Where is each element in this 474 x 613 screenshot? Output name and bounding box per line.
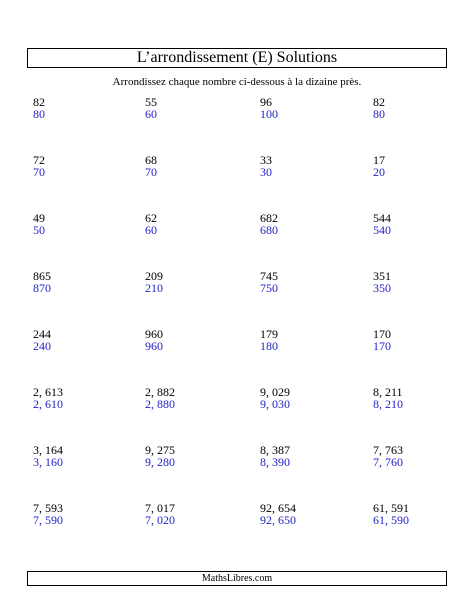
footer-box: [27, 571, 447, 586]
problem-item: [145, 502, 260, 560]
problem-answer: 30: [260, 165, 272, 179]
problem-number: 544: [373, 211, 391, 225]
problem-answer: 7, 760: [373, 455, 403, 469]
problem-number: 8, 387: [260, 443, 290, 457]
problem-number: 170: [373, 327, 391, 341]
problem-number: 82: [373, 95, 385, 109]
instructions: Arrondissez chaque nombre ci-dessous à la dizaine près.: [112, 76, 362, 88]
problem-number: 7, 593: [33, 501, 63, 515]
problem-answer: 92, 650: [260, 513, 296, 527]
problem-number: 55: [145, 95, 157, 109]
problem-answer: 70: [145, 165, 157, 179]
problem-number: 682: [260, 211, 278, 225]
problem-number: 92, 654: [260, 501, 296, 515]
problem-item: [373, 154, 433, 212]
problem-answer: 750: [260, 281, 278, 295]
problem-answer: 61, 590: [373, 513, 409, 527]
problem-answer: 3, 160: [33, 455, 63, 469]
problem-answer: 80: [373, 107, 385, 121]
problem-number: 960: [145, 327, 163, 341]
problem-answer: 960: [145, 339, 163, 353]
problem-number: 62: [145, 211, 157, 225]
problem-item: [373, 386, 433, 444]
problem-item: [145, 328, 260, 386]
problem-answer: 180: [260, 339, 278, 353]
problem-answer: 210: [145, 281, 163, 295]
problem-item: [33, 212, 145, 270]
problem-item: [145, 212, 260, 270]
problem-item: [373, 96, 433, 154]
problem-answer: 170: [373, 339, 391, 353]
problem-item: [145, 154, 260, 212]
problem-item: [260, 212, 373, 270]
problem-item: [373, 444, 433, 502]
problem-number: 61, 591: [373, 501, 409, 515]
problem-number: 2, 613: [33, 385, 63, 399]
problem-number: 2, 882: [145, 385, 175, 399]
problem-number: 865: [33, 269, 51, 283]
problem-answer: 870: [33, 281, 51, 295]
problem-number: 351: [373, 269, 391, 283]
problem-number: 7, 017: [145, 501, 175, 515]
problem-number: 72: [33, 153, 45, 167]
problem-item: [260, 154, 373, 212]
problem-item: [145, 270, 260, 328]
problem-item: [373, 328, 433, 386]
problem-number: 49: [33, 211, 45, 225]
problem-item: [260, 96, 373, 154]
problem-number: 209: [145, 269, 163, 283]
problem-answer: 80: [33, 107, 45, 121]
problem-item: [145, 444, 260, 502]
problem-answer: 100: [260, 107, 278, 121]
problem-answer: 60: [145, 223, 157, 237]
problem-answer: 70: [33, 165, 45, 179]
problem-number: 179: [260, 327, 278, 341]
problem-item: [33, 386, 145, 444]
problem-answer: 8, 390: [260, 455, 290, 469]
problem-number: 33: [260, 153, 272, 167]
problem-item: [33, 444, 145, 502]
problem-number: 7, 763: [373, 443, 403, 457]
problem-item: [145, 386, 260, 444]
problem-answer: 540: [373, 223, 391, 237]
problem-item: [260, 328, 373, 386]
footer-text: MathsLibres.com: [201, 572, 273, 584]
problem-answer: 50: [33, 223, 45, 237]
problem-answer: 8, 210: [373, 397, 403, 411]
problem-number: 17: [373, 153, 385, 167]
problem-answer: 20: [373, 165, 385, 179]
problem-item: [260, 270, 373, 328]
problem-item: [373, 270, 433, 328]
problem-number: 9, 029: [260, 385, 290, 399]
problem-item: [33, 328, 145, 386]
problem-number: 96: [260, 95, 272, 109]
problem-answer: 7, 020: [145, 513, 175, 527]
problem-item: [145, 96, 260, 154]
problem-number: 244: [33, 327, 51, 341]
problem-number: 9, 275: [145, 443, 175, 457]
problem-number: 3, 164: [33, 443, 63, 457]
problem-item: [260, 502, 373, 560]
problem-grid: [33, 96, 433, 560]
title-box: [27, 48, 447, 68]
problem-number: 68: [145, 153, 157, 167]
problem-item: [33, 502, 145, 560]
problem-number: 745: [260, 269, 278, 283]
problem-item: [33, 154, 145, 212]
problem-number: 82: [33, 95, 45, 109]
problem-answer: 7, 590: [33, 513, 63, 527]
problem-item: [373, 502, 433, 560]
problem-item: [260, 444, 373, 502]
problem-item: [373, 212, 433, 270]
page-title: L’arrondissement (E) Solutions: [136, 49, 338, 66]
problem-answer: 60: [145, 107, 157, 121]
problem-answer: 9, 030: [260, 397, 290, 411]
problem-answer: 240: [33, 339, 51, 353]
problem-item: [33, 96, 145, 154]
problem-answer: 2, 610: [33, 397, 63, 411]
problem-answer: 9, 280: [145, 455, 175, 469]
problem-item: [33, 270, 145, 328]
problem-item: [260, 386, 373, 444]
problem-answer: 2, 880: [145, 397, 175, 411]
problem-number: 8, 211: [373, 385, 403, 399]
problem-answer: 680: [260, 223, 278, 237]
problem-answer: 350: [373, 281, 391, 295]
